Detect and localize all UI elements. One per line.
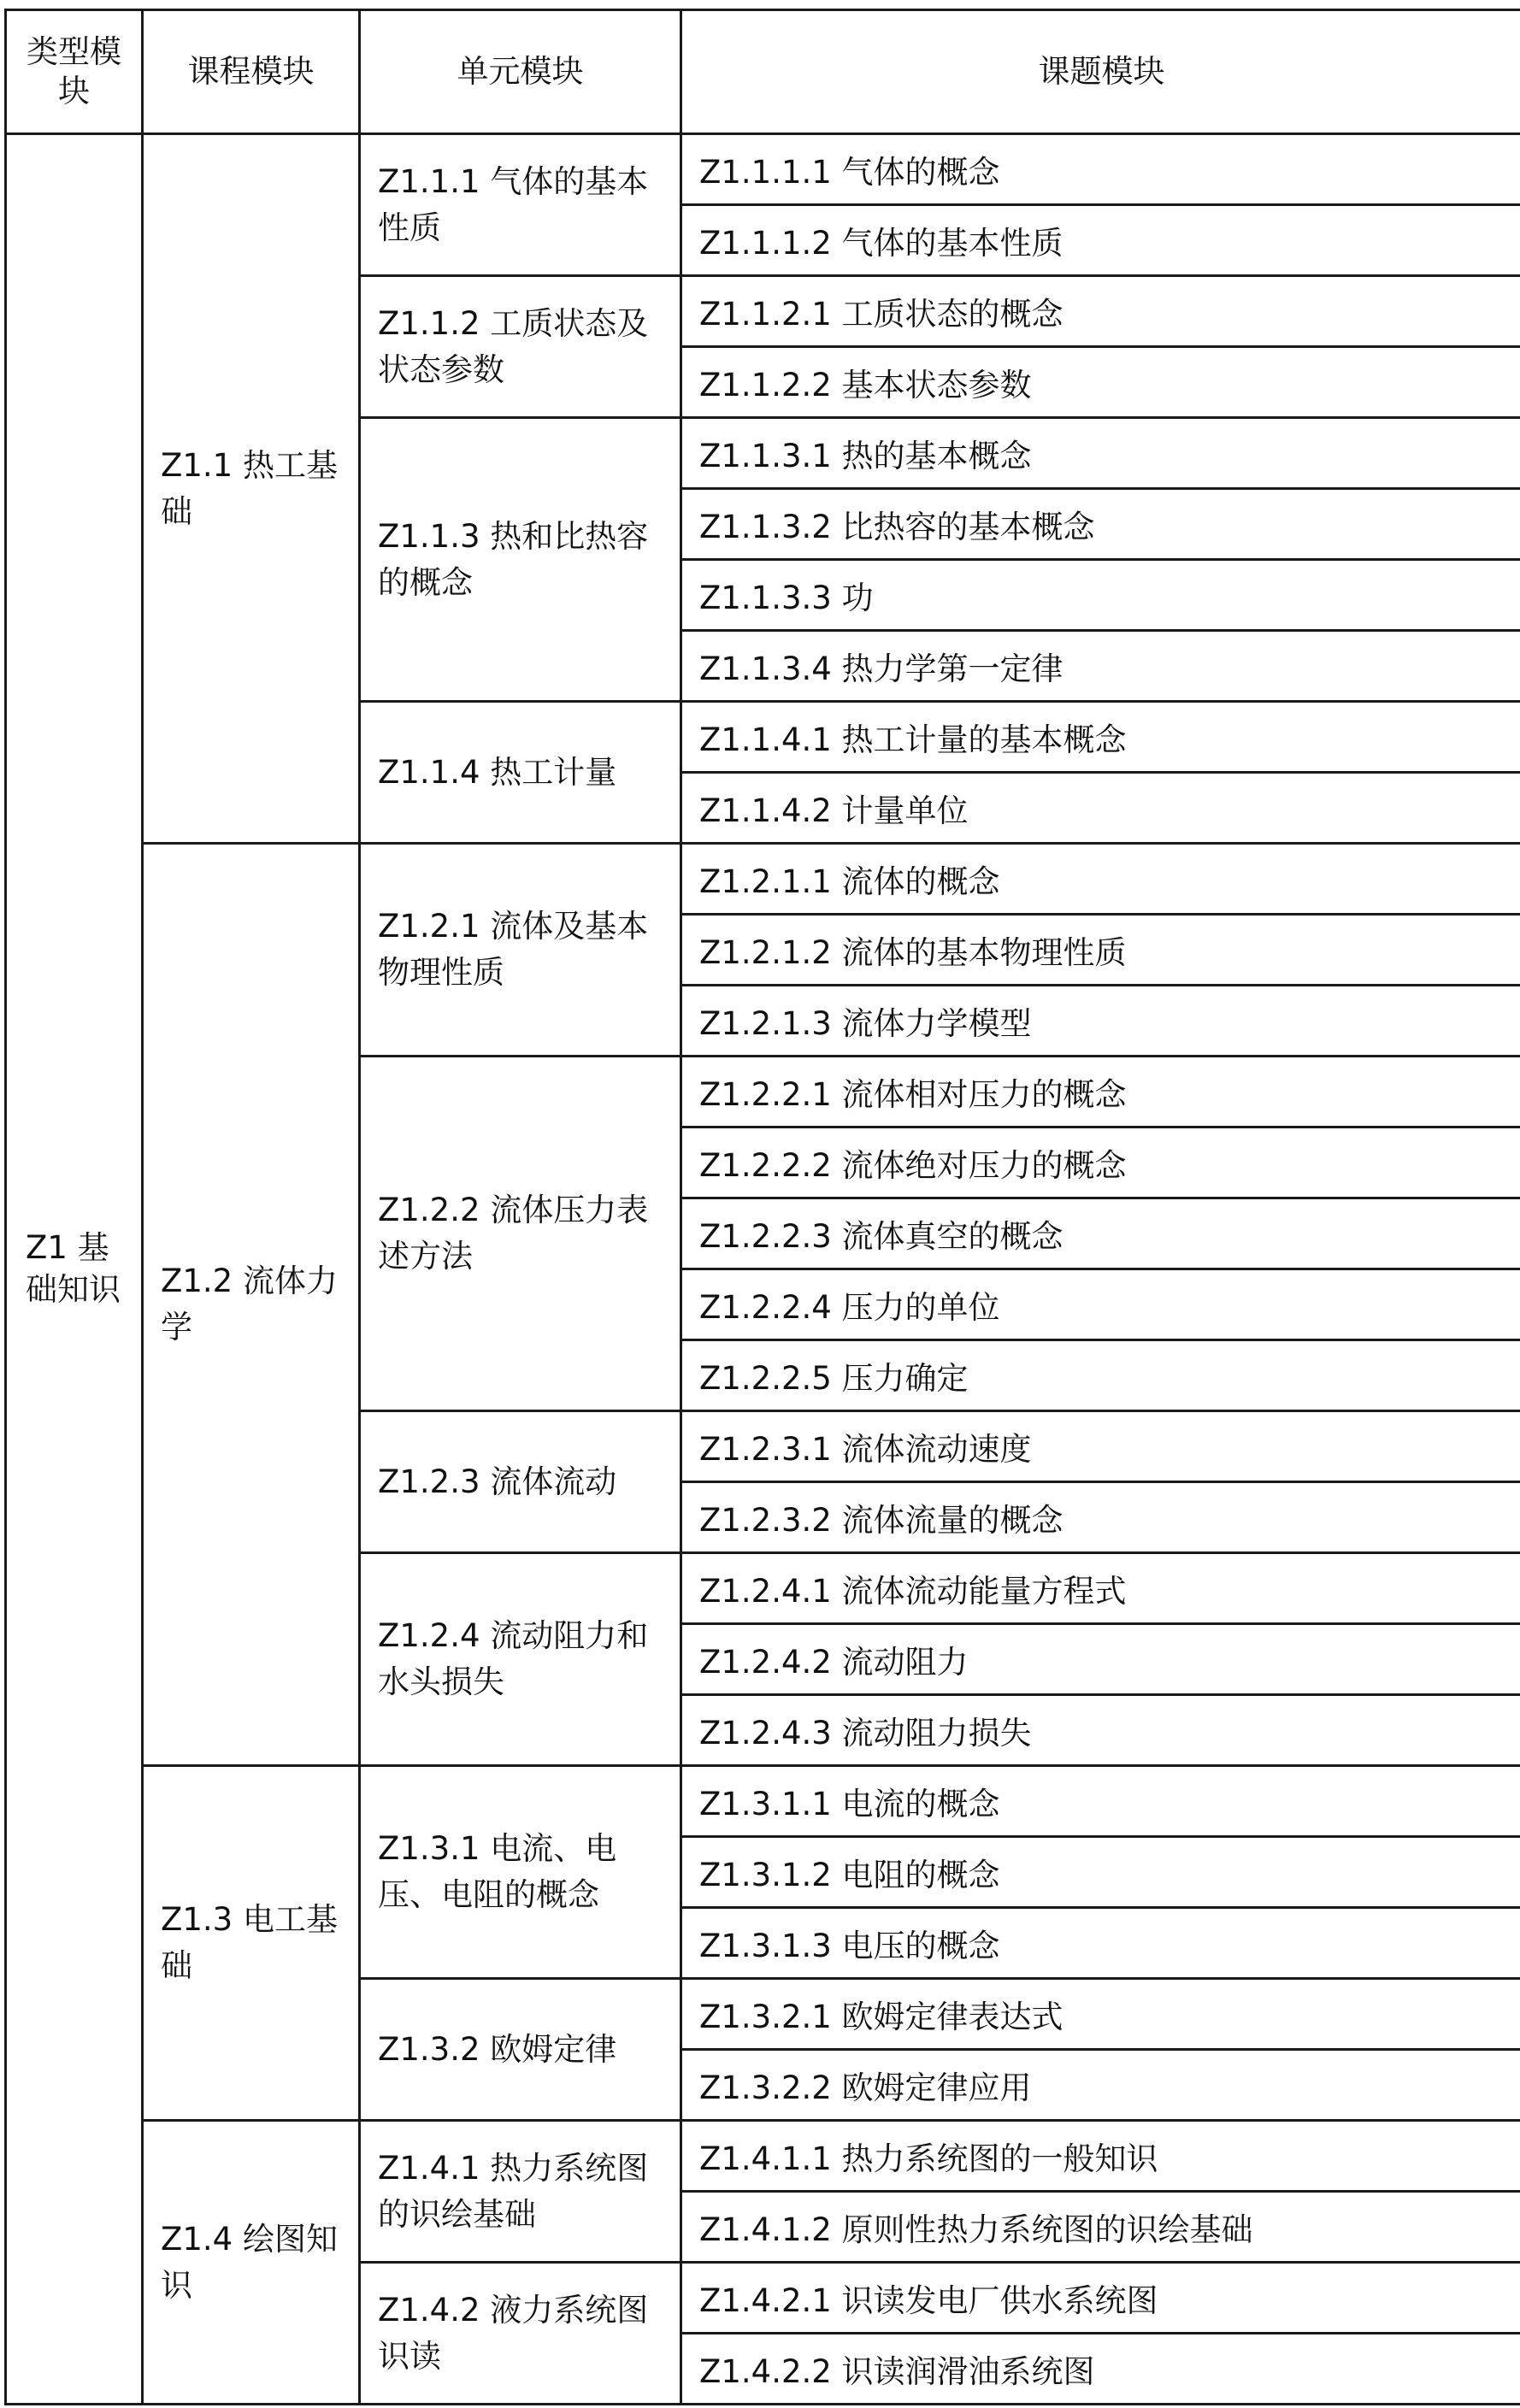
topic-module-cell: Z1.1.3.3 功: [681, 560, 1520, 631]
topic-module-cell: Z1.2.2.4 压力的单位: [681, 1269, 1520, 1340]
topic-module-cell: Z1.3.2.1 欧姆定律表达式: [681, 1979, 1520, 2050]
topic-module-cell: Z1.1.2.1 工质状态的概念: [681, 276, 1520, 347]
table-row: [6, 2121, 1520, 2192]
topic-module-cell: Z1.2.4.1 流体流动能量方程式: [681, 1553, 1520, 1624]
header-course-module: 课程模块: [143, 10, 360, 134]
unit-module-cell: Z1.2.2 流体压力表述方法: [360, 1057, 681, 1411]
course-module-cell: Z1.4 绘图知识: [143, 2121, 360, 2405]
topic-module-cell: Z1.2.3.1 流体流动速度: [681, 1411, 1520, 1482]
topic-module-cell: Z1.1.3.2 比热容的基本概念: [681, 489, 1520, 560]
topic-module-cell: Z1.1.1.2 气体的基本性质: [681, 205, 1520, 276]
topic-module-cell: Z1.3.1.2 电阻的概念: [681, 1837, 1520, 1908]
topic-module-cell: Z1.3.1.3 电压的概念: [681, 1908, 1520, 1979]
unit-module-cell: Z1.1.2 工质状态及状态参数: [360, 276, 681, 418]
unit-module-cell: Z1.2.1 流体及基本物理性质: [360, 844, 681, 1057]
unit-module-cell: Z1.1.1 气体的基本性质: [360, 134, 681, 276]
course-module-cell: Z1.2 流体力学: [143, 844, 360, 1766]
topic-module-cell: Z1.2.4.3 流动阻力损失: [681, 1695, 1520, 1766]
topic-module-cell: Z1.1.4.1 热工计量的基本概念: [681, 702, 1520, 773]
course-module-cell: Z1.1 热工基础: [143, 134, 360, 844]
unit-module-cell: Z1.2.3 流体流动: [360, 1411, 681, 1553]
topic-module-cell: Z1.4.1.1 热力系统图的一般知识: [681, 2121, 1520, 2192]
topic-module-cell: Z1.3.2.2 欧姆定律应用: [681, 2050, 1520, 2121]
topic-module-cell: Z1.2.2.3 流体真空的概念: [681, 1198, 1520, 1269]
unit-module-cell: Z1.4.2 液力系统图识读: [360, 2263, 681, 2405]
topic-module-cell: Z1.1.3.1 热的基本概念: [681, 418, 1520, 489]
topic-module-cell: Z1.2.2.1 流体相对压力的概念: [681, 1057, 1520, 1127]
table-row: [6, 844, 1520, 915]
table-header-row: [6, 10, 1520, 134]
topic-module-cell: Z1.2.2.2 流体绝对压力的概念: [681, 1127, 1520, 1198]
unit-module-cell: Z1.1.3 热和比热容的概念: [360, 418, 681, 702]
topic-module-cell: Z1.2.2.5 压力确定: [681, 1340, 1520, 1411]
unit-module-cell: Z1.3.2 欧姆定律: [360, 1979, 681, 2121]
table-body: [6, 134, 1520, 2405]
header-unit-module: 单元模块: [360, 10, 681, 134]
topic-module-cell: Z1.1.1.1 气体的概念: [681, 134, 1520, 205]
topic-module-cell: Z1.2.3.2 流体流量的概念: [681, 1482, 1520, 1553]
course-module-cell: Z1.3 电工基础: [143, 1766, 360, 2121]
unit-module-cell: Z1.4.1 热力系统图的识绘基础: [360, 2121, 681, 2263]
topic-module-cell: Z1.2.1.2 流体的基本物理性质: [681, 915, 1520, 986]
header-topic-module: 课题模块: [681, 10, 1520, 134]
topic-module-cell: Z1.2.4.2 流动阻力: [681, 1624, 1520, 1695]
topic-module-cell: Z1.2.1.1 流体的概念: [681, 844, 1520, 915]
topic-module-cell: Z1.4.1.2 原则性热力系统图的识绘基础: [681, 2192, 1520, 2263]
topic-module-cell: Z1.1.3.4 热力学第一定律: [681, 631, 1520, 702]
curriculum-table-container: [4, 9, 1520, 2405]
topic-module-cell: Z1.1.2.2 基本状态参数: [681, 347, 1520, 418]
curriculum-module-table: [4, 9, 1520, 2405]
topic-module-cell: Z1.3.1.1 电流的概念: [681, 1766, 1520, 1837]
unit-module-cell: Z1.1.4 热工计量: [360, 702, 681, 844]
unit-module-cell: Z1.3.1 电流、电压、电阻的概念: [360, 1766, 681, 1979]
topic-module-cell: Z1.4.2.1 识读发电厂供水系统图: [681, 2263, 1520, 2334]
table-row: [6, 134, 1520, 205]
header-type-module: 类型模块: [6, 10, 143, 134]
unit-module-cell: Z1.2.4 流动阻力和水头损失: [360, 1553, 681, 1766]
table-row: [6, 1766, 1520, 1837]
topic-module-cell: Z1.2.1.3 流体力学模型: [681, 986, 1520, 1057]
topic-module-cell: Z1.1.4.2 计量单位: [681, 773, 1520, 844]
topic-module-cell: Z1.4.2.2 识读润滑油系统图: [681, 2334, 1520, 2405]
type-module-cell: Z1 基础知识: [6, 134, 143, 2405]
